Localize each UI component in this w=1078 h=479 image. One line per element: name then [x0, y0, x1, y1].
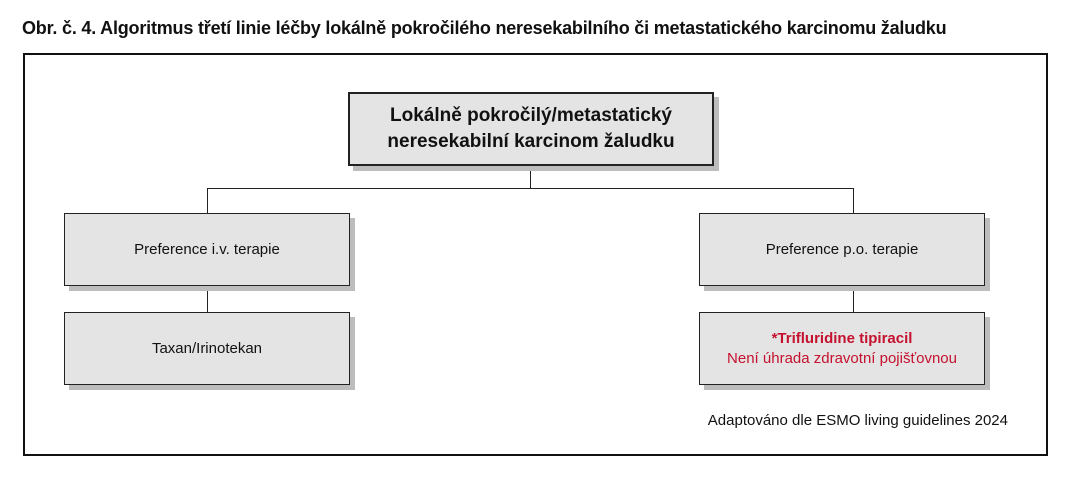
iv-therapy-node	[64, 213, 350, 286]
po-therapy-node	[699, 213, 985, 286]
root-node-line1: Lokálně pokročilý/metastatický	[390, 105, 672, 126]
no-reimbursement-label: Není úhrada zdravotní pojišťovnou	[727, 349, 957, 367]
connector-right-child	[853, 286, 854, 312]
connector-horizontal	[207, 188, 854, 189]
taxan-irinotekan-label: Taxan/Irinotekan	[151, 339, 263, 357]
taxan-irinotekan-node	[64, 312, 350, 385]
trifluridine-label: *Trifluridine tipiracil	[771, 329, 913, 347]
root-node	[348, 92, 714, 166]
trifluridine-node	[699, 312, 985, 385]
po-therapy-label: Preference p.o. terapie	[765, 240, 919, 258]
diagram-frame	[23, 53, 1048, 456]
source-note: Adaptováno dle ESMO living guidelines 2024	[707, 412, 1008, 429]
connector-root-down	[530, 166, 531, 188]
iv-therapy-label: Preference i.v. terapie	[134, 240, 280, 258]
connector-left-child	[207, 286, 208, 312]
connector-left-down	[207, 188, 208, 213]
root-node-line2: neresekabilní karcinom žaludku	[387, 131, 675, 152]
connector-right-down	[853, 188, 854, 213]
figure-title: Obr. č. 4. Algoritmus třetí linie léčby lokálně pokročilého neresekabilního či metastatického karcinomu žaludku	[22, 18, 947, 38]
